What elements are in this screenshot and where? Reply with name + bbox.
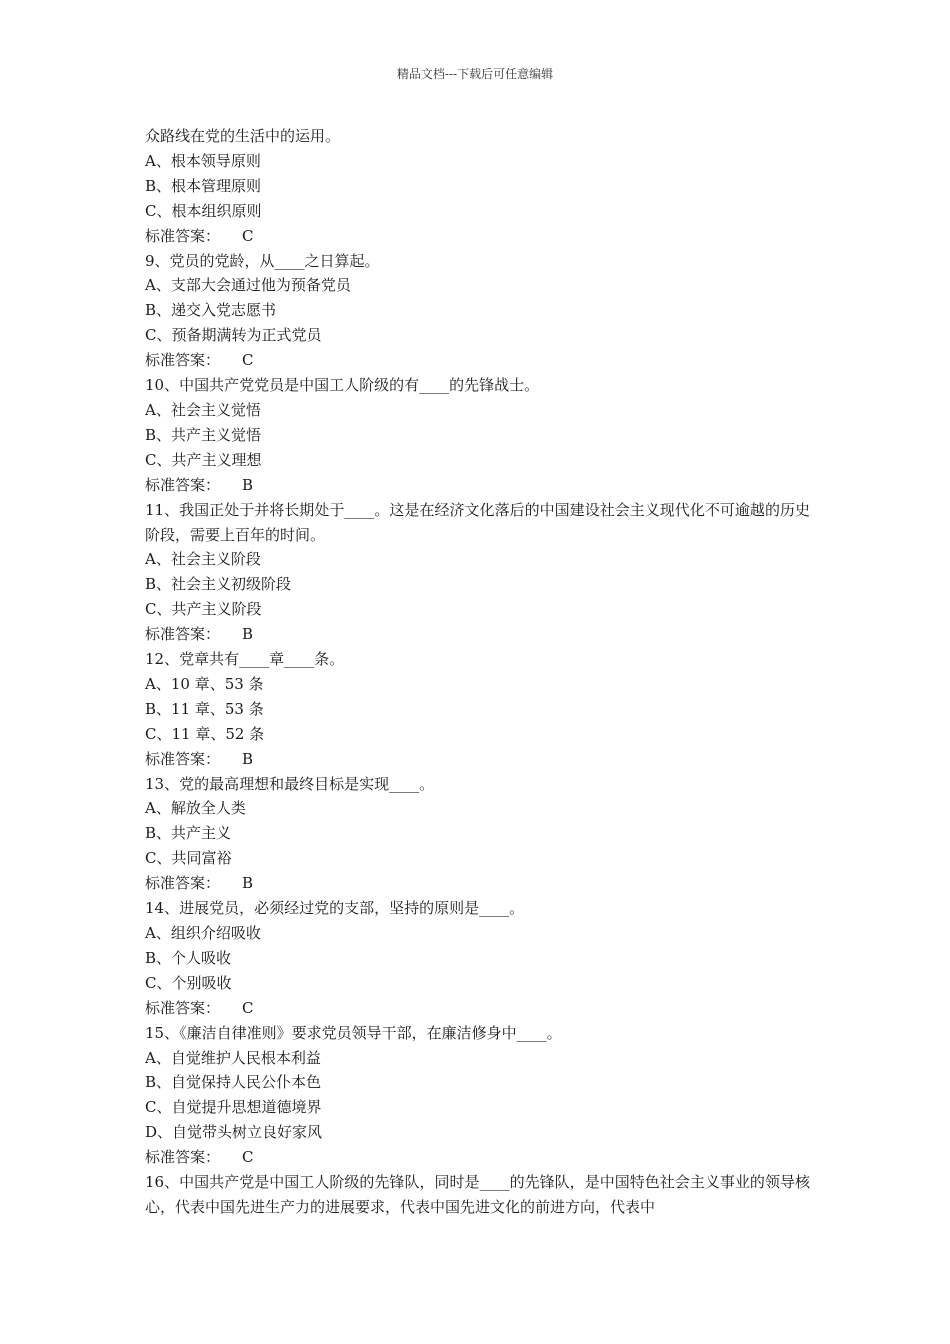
- document-body: [145, 124, 810, 1220]
- option-b: B、共产主义: [145, 824, 232, 843]
- answer-value: C: [242, 1148, 254, 1167]
- option-a: A、10 章、53 条: [145, 674, 264, 693]
- option-c: C、共产主义阶段: [145, 600, 262, 619]
- option-b: B、社会主义初级阶段: [145, 575, 292, 594]
- question-text: 众路线在党的生活中的运用。: [145, 127, 341, 145]
- answer-label: 标准答案：: [145, 998, 221, 1017]
- answer-label: 标准答案：: [145, 874, 221, 893]
- answer-value: C: [242, 226, 254, 245]
- question-text: 13、党的最高理想和最终目标是实现____。: [145, 774, 435, 793]
- option-b: B、自觉保持人民公仆本色: [145, 1073, 322, 1092]
- standard-answer: [145, 747, 810, 772]
- answer-label: 标准答案：: [145, 749, 221, 768]
- standard-answer: [145, 348, 810, 373]
- answer-value: B: [242, 874, 254, 893]
- answer-value: C: [242, 351, 254, 370]
- option-a: A、支部大会通过他为预备党员: [145, 276, 351, 295]
- option-a: A、根本领导原则: [145, 151, 261, 170]
- question-text: 11、我国正处于并将长期处于____。这是在经济文化落后的中国建设社会主义现代化不可逾越的历史阶段，需要上百年的时间。: [145, 500, 810, 544]
- answer-label: 标准答案：: [145, 625, 221, 644]
- question-text: 9、党员的党龄，从____之日算起。: [145, 251, 380, 270]
- option-b: B、个人吸收: [145, 948, 232, 967]
- option-b: B、共产主义觉悟: [145, 425, 262, 444]
- page-header: 精品文档---下载后可任意编辑: [396, 67, 554, 81]
- answer-label: 标准答案：: [145, 1148, 221, 1167]
- option-b: B、根本管理原则: [145, 176, 262, 195]
- answer-value: C: [242, 998, 254, 1017]
- option-a: A、组织介绍吸收: [145, 924, 261, 942]
- option-c: C、11 章、52 条: [145, 724, 265, 743]
- option-c: C、个别吸收: [145, 973, 232, 992]
- option-c: C、根本组织原则: [145, 201, 262, 220]
- option-b: B、11 章、53 条: [145, 699, 264, 718]
- option-a: A、社会主义阶段: [145, 550, 261, 569]
- option-a: A、解放全人类: [145, 799, 246, 818]
- question-text: 14、进展党员，必须经过党的支部，坚持的原则是____。: [145, 899, 525, 918]
- option-d: D、自觉带头树立良好家风: [145, 1123, 323, 1142]
- answer-label: 标准答案：: [145, 226, 221, 245]
- standard-answer: [145, 996, 810, 1021]
- option-b: B、递交入党志愿书: [145, 301, 277, 320]
- question-text: 16、中国共产党是中国工人阶级的先锋队，同时是____的先锋队，是中国特色社会主义事业的领导核心，代表中国先进生产力的进展要求，代表中国先进文化的前进方向，代表中: [145, 1173, 810, 1216]
- standard-answer: [145, 622, 810, 647]
- answer-value: B: [242, 749, 254, 768]
- option-c: C、自觉提升思想道德境界: [145, 1098, 322, 1117]
- option-a: A、自觉维护人民根本利益: [145, 1048, 321, 1067]
- question-text: 10、中国共产党党员是中国工人阶级的有____的先锋战士。: [145, 376, 540, 395]
- standard-answer: [145, 1145, 810, 1170]
- standard-answer: [145, 871, 810, 896]
- answer-value: B: [242, 625, 254, 644]
- question-text: 12、党章共有____章____条。: [145, 650, 345, 669]
- option-a: A、社会主义觉悟: [145, 400, 261, 419]
- standard-answer: [145, 473, 810, 498]
- option-c: C、共同富裕: [145, 849, 232, 868]
- answer-label: 标准答案：: [145, 475, 221, 494]
- standard-answer: [145, 224, 810, 249]
- option-c: C、共产主义理想: [145, 450, 262, 469]
- question-text: 15、《廉洁自律准则》要求党员领导干部，在廉洁修身中____。: [145, 1023, 562, 1042]
- answer-label: 标准答案：: [145, 351, 221, 370]
- answer-value: B: [242, 475, 254, 494]
- option-c: C、预备期满转为正式党员: [145, 326, 322, 345]
